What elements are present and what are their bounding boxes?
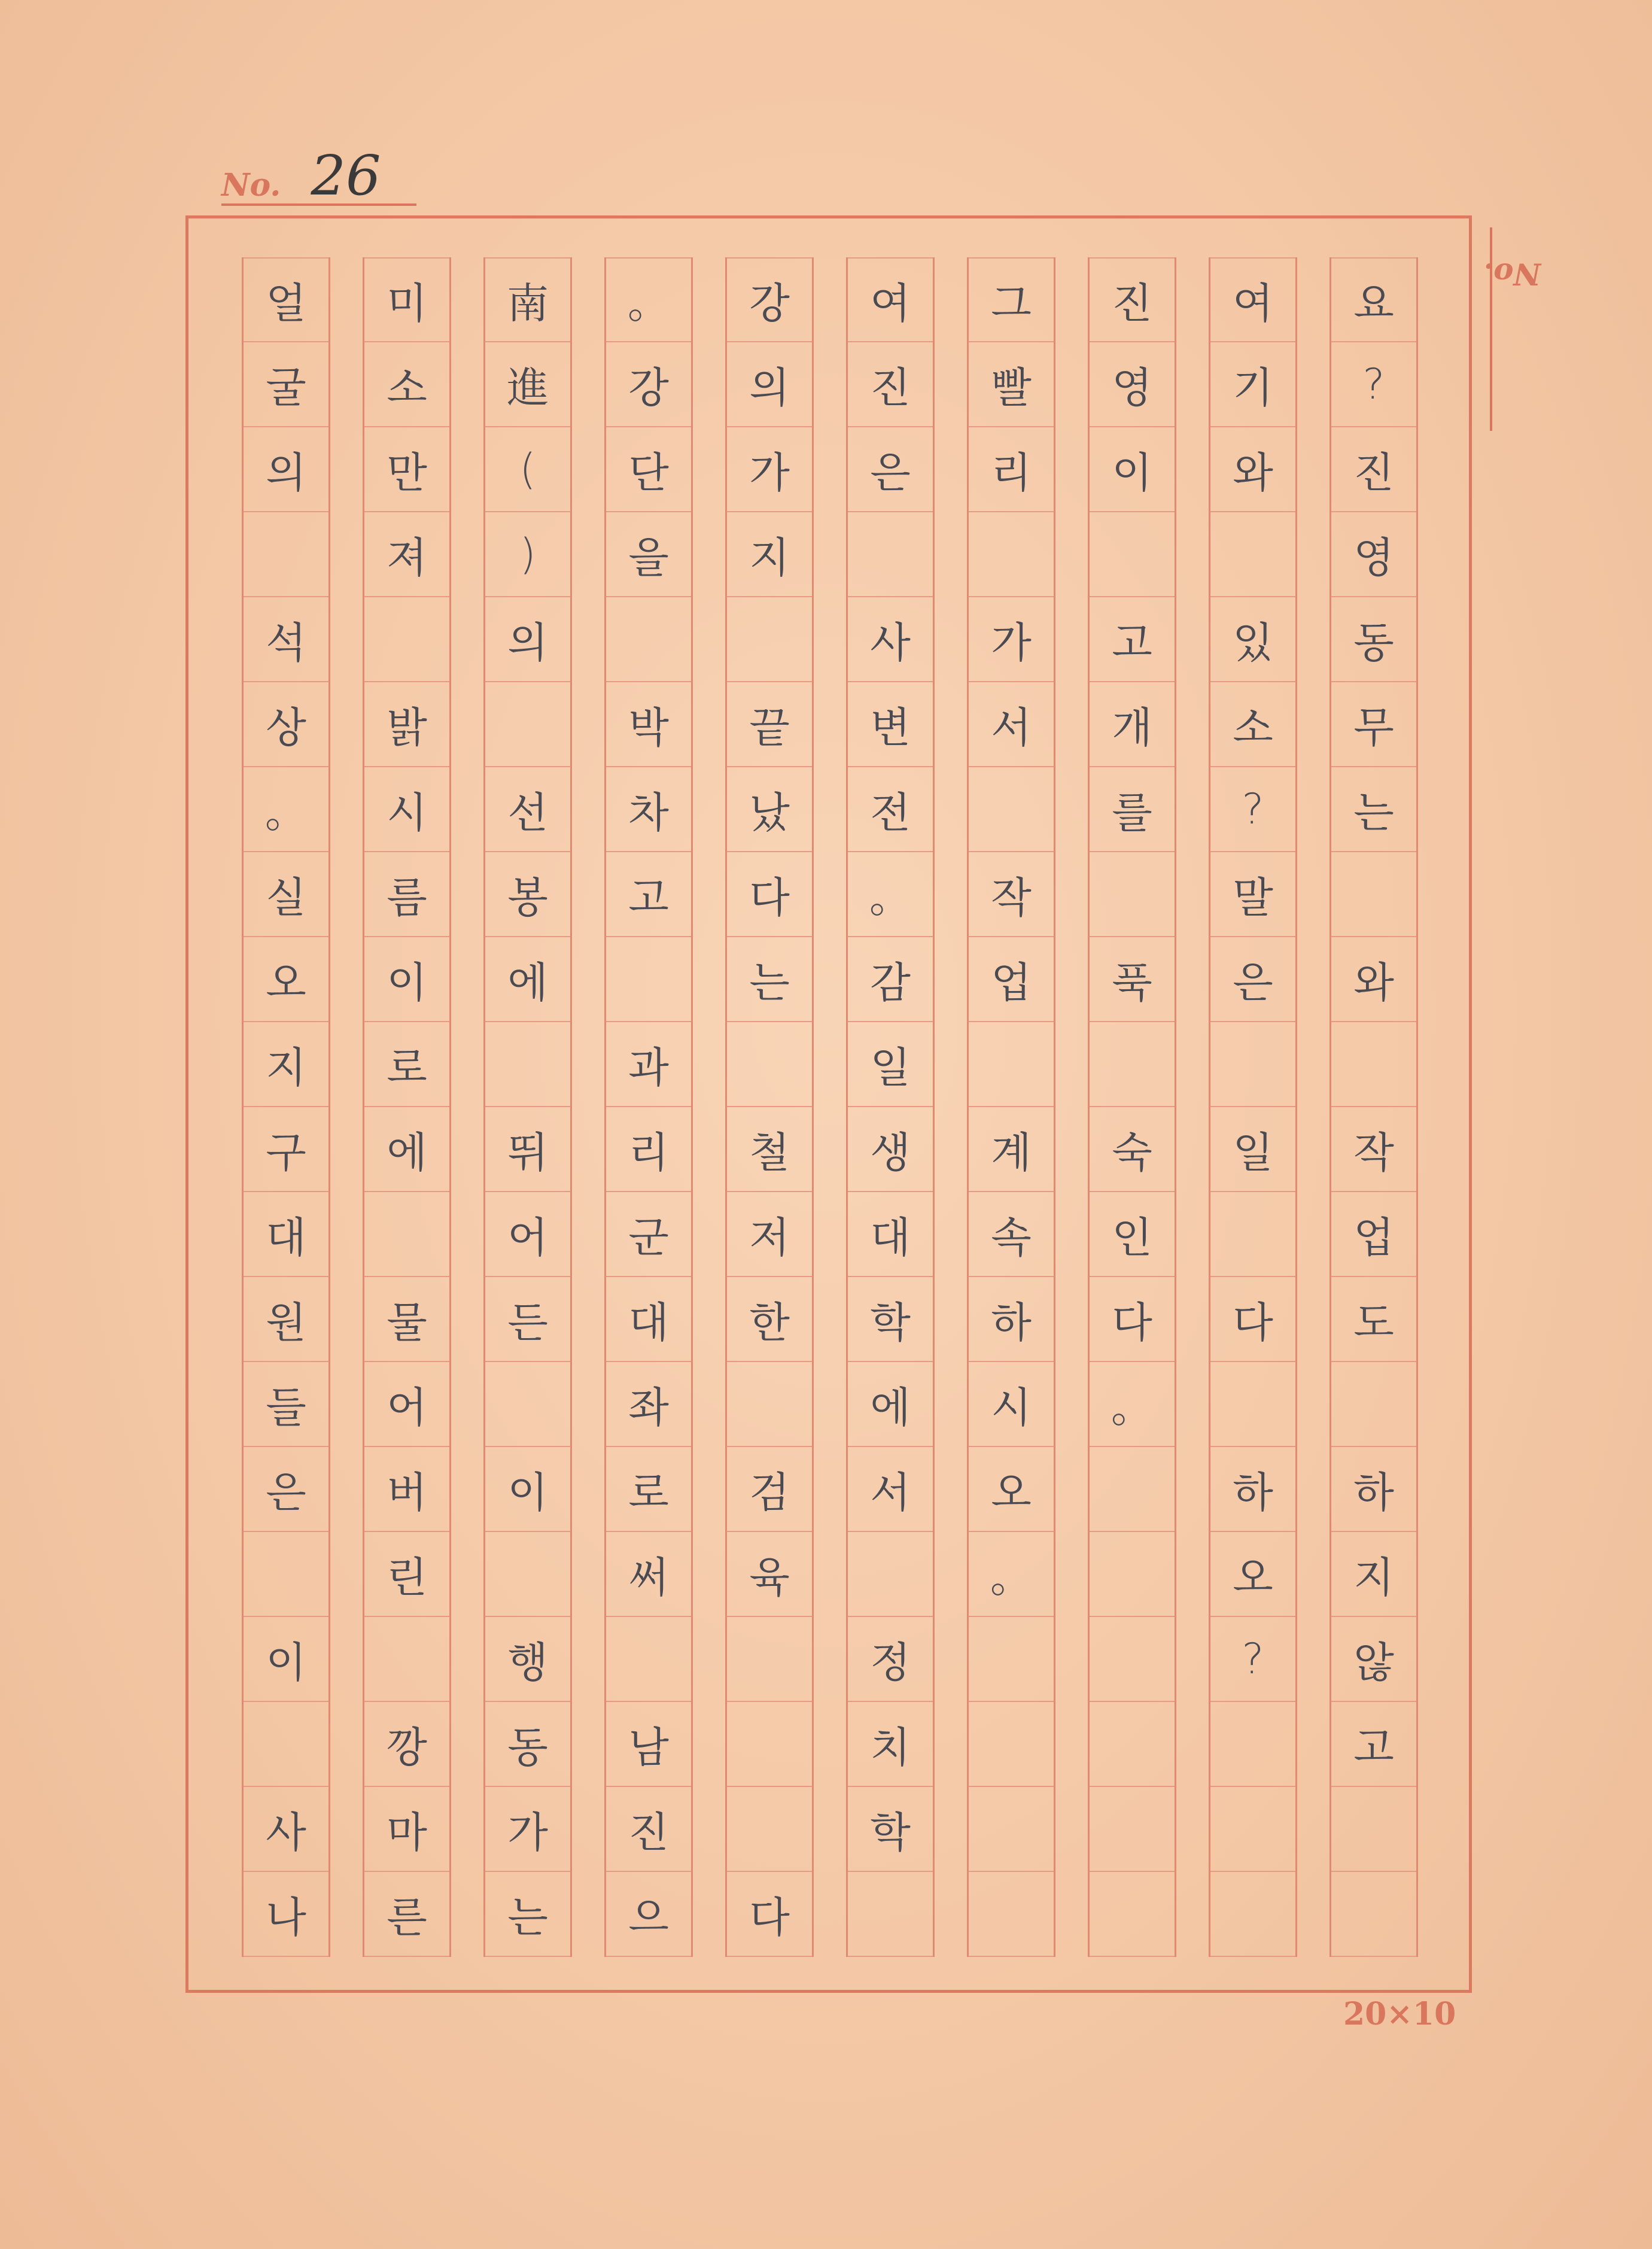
- grid-cell: 는: [485, 1872, 570, 1957]
- grid-cell: [364, 597, 449, 682]
- grid-cell: 영: [1090, 342, 1175, 427]
- grid-column: [1313, 257, 1434, 1957]
- grid-cell: 일: [848, 1022, 933, 1107]
- grid-cell: 로: [364, 1022, 449, 1107]
- grid-cell: 마: [364, 1787, 449, 1872]
- grid-cell: 도: [1331, 1277, 1416, 1362]
- grid-cell: 시: [364, 767, 449, 852]
- grid-cell: 좌: [606, 1362, 691, 1447]
- grid-cell: 어: [485, 1192, 570, 1277]
- grid-cell: 이: [1090, 427, 1175, 512]
- grid-column-lines: [1329, 257, 1418, 1957]
- grid-cell: [727, 597, 812, 682]
- grid-column-lines: [242, 257, 330, 1957]
- grid-cell: [244, 1532, 328, 1617]
- grid-cell: [969, 1022, 1054, 1107]
- grid-cell: 은: [1210, 937, 1295, 1022]
- grid-cell: [848, 512, 933, 597]
- grid-cell: 지: [244, 1022, 328, 1107]
- grid-cell: 들: [244, 1362, 328, 1447]
- grid-cell: 석: [244, 597, 328, 682]
- grid-cell: 든: [485, 1277, 570, 1362]
- grid-cell: 。: [244, 767, 328, 852]
- grid-cell: 요: [1331, 257, 1416, 342]
- grid-cell: 버: [364, 1447, 449, 1532]
- grid-cell: 와: [1210, 427, 1295, 512]
- grid-cell: 리: [606, 1107, 691, 1192]
- grid-cell: [1210, 1702, 1295, 1787]
- grid-cell: [848, 1532, 933, 1617]
- grid-cell: 서: [969, 682, 1054, 767]
- grid-cell: 굴: [244, 342, 328, 427]
- grid-cell: 져: [364, 512, 449, 597]
- grid-cell: 나: [244, 1872, 328, 1957]
- grid-cell: 다: [727, 852, 812, 937]
- grid-cell: [1331, 1787, 1416, 1872]
- grid-cell: 로: [606, 1447, 691, 1532]
- grid-cell: 進: [485, 342, 570, 427]
- grid-cell: 가: [727, 427, 812, 512]
- grid-cell: 끝: [727, 682, 812, 767]
- grid-cell: 과: [606, 1022, 691, 1107]
- grid-cell: [727, 1362, 812, 1447]
- grid-cell: 구: [244, 1107, 328, 1192]
- grid-cell: 사: [848, 597, 933, 682]
- grid-cell: 하: [1210, 1447, 1295, 1532]
- grid-cell: [969, 512, 1054, 597]
- grid-column: [1192, 257, 1313, 1957]
- grid-column: [226, 257, 346, 1957]
- grid-cell: 깡: [364, 1702, 449, 1787]
- grid-cell: 써: [606, 1532, 691, 1617]
- grid-cell: 에: [485, 937, 570, 1022]
- grid-column: [467, 257, 588, 1957]
- grid-column-lines: [1209, 257, 1297, 1957]
- side-number-field: [1483, 227, 1541, 431]
- grid-cell: [969, 1617, 1054, 1702]
- grid-cell: 리: [969, 427, 1054, 512]
- grid-cell: [727, 1617, 812, 1702]
- grid-column-lines: [363, 257, 451, 1957]
- grid-cell: 실: [244, 852, 328, 937]
- grid-column-lines: [604, 257, 693, 1957]
- grid-cell: 은: [244, 1447, 328, 1532]
- grid-cell: 얼: [244, 257, 328, 342]
- grid-cell: 고: [1331, 1702, 1416, 1787]
- grid-cell: 남: [606, 1702, 691, 1787]
- grid-cell: [606, 937, 691, 1022]
- grid-cell: 서: [848, 1447, 933, 1532]
- grid-cell: 와: [1331, 937, 1416, 1022]
- grid-cell: 치: [848, 1702, 933, 1787]
- grid-cell: [848, 1872, 933, 1957]
- grid-cell: [727, 1022, 812, 1107]
- grid-cell: 강: [727, 257, 812, 342]
- grid-cell: 푹: [1090, 937, 1175, 1022]
- grid-cell: [1210, 1192, 1295, 1277]
- grid-cell: 뛰: [485, 1107, 570, 1192]
- grid-cell: 원: [244, 1277, 328, 1362]
- grid-column: [1072, 257, 1192, 1957]
- grid-cell: 오: [1210, 1532, 1295, 1617]
- manuscript-grid: [226, 257, 1434, 1957]
- grid-cell: [485, 1532, 570, 1617]
- grid-cell: 의: [727, 342, 812, 427]
- grid-cell: 가: [485, 1787, 570, 1872]
- grid-cell: [1331, 852, 1416, 937]
- grid-cell: [1331, 1362, 1416, 1447]
- grid-cell: 학: [848, 1787, 933, 1872]
- grid-cell: 차: [606, 767, 691, 852]
- grid-cell: 름: [364, 852, 449, 937]
- grid-cell: 영: [1331, 512, 1416, 597]
- grid-column-lines: [1088, 257, 1176, 1957]
- grid-cell: [1090, 1617, 1175, 1702]
- grid-size-label: 20×10: [1343, 1996, 1456, 2032]
- grid-cell: 의: [485, 597, 570, 682]
- grid-cell: 지: [1331, 1532, 1416, 1617]
- grid-cell: [727, 1702, 812, 1787]
- grid-cell: [969, 1787, 1054, 1872]
- grid-column: [709, 257, 830, 1957]
- grid-cell: 기: [1210, 342, 1295, 427]
- grid-cell: [244, 1702, 328, 1787]
- grid-cell: [485, 1362, 570, 1447]
- grid-cell: 。: [848, 852, 933, 937]
- grid-cell: 。: [969, 1532, 1054, 1617]
- grid-column: [830, 257, 951, 1957]
- grid-cell: 린: [364, 1532, 449, 1617]
- grid-cell: 으: [606, 1872, 691, 1957]
- grid-column-lines: [483, 257, 572, 1957]
- grid-cell: ?: [1331, 342, 1416, 427]
- grid-cell: 밝: [364, 682, 449, 767]
- grid-cell: [969, 1702, 1054, 1787]
- grid-cell: [364, 1617, 449, 1702]
- grid-cell: [1210, 1022, 1295, 1107]
- grid-cell: 이: [485, 1447, 570, 1532]
- grid-cell: 여: [1210, 257, 1295, 342]
- grid-cell: 대: [606, 1277, 691, 1362]
- grid-column: [951, 257, 1072, 1957]
- grid-cell: 박: [606, 682, 691, 767]
- grid-cell: [1090, 1532, 1175, 1617]
- grid-cell: 。: [606, 257, 691, 342]
- grid-cell: 。: [1090, 1362, 1175, 1447]
- grid-cell: 다: [727, 1872, 812, 1957]
- grid-cell: 감: [848, 937, 933, 1022]
- grid-cell: ?: [1210, 1617, 1295, 1702]
- grid-cell: 다: [1090, 1277, 1175, 1362]
- grid-cell: 진: [606, 1787, 691, 1872]
- page-number-value: 26: [311, 144, 381, 208]
- grid-cell: 일: [1210, 1107, 1295, 1192]
- grid-cell: 은: [848, 427, 933, 512]
- grid-cell: 고: [606, 852, 691, 937]
- grid-cell: [606, 597, 691, 682]
- grid-cell: 인: [1090, 1192, 1175, 1277]
- grid-cell: [244, 512, 328, 597]
- grid-cell: [1090, 1022, 1175, 1107]
- grid-cell: 오: [969, 1447, 1054, 1532]
- grid-cell: 행: [485, 1617, 570, 1702]
- grid-cell: 그: [969, 257, 1054, 342]
- grid-cell: 南: [485, 257, 570, 342]
- grid-cell: 변: [848, 682, 933, 767]
- grid-cell: 무: [1331, 682, 1416, 767]
- grid-cell: [1210, 512, 1295, 597]
- grid-cell: 봉: [485, 852, 570, 937]
- grid-cell: 작: [969, 852, 1054, 937]
- grid-column-lines: [846, 257, 935, 1957]
- grid-cell: 생: [848, 1107, 933, 1192]
- grid-cell: [1090, 1787, 1175, 1872]
- grid-cell: [485, 1022, 570, 1107]
- grid-cell: 개: [1090, 682, 1175, 767]
- grid-cell: 진: [1090, 257, 1175, 342]
- grid-cell: 미: [364, 257, 449, 342]
- grid-cell: 여: [848, 257, 933, 342]
- grid-cell: 말: [1210, 852, 1295, 937]
- grid-cell: 저: [727, 1192, 812, 1277]
- grid-cell: 에: [848, 1362, 933, 1447]
- grid-cell: [969, 1872, 1054, 1957]
- grid-cell: 군: [606, 1192, 691, 1277]
- grid-cell: 지: [727, 512, 812, 597]
- grid-cell: 업: [1331, 1192, 1416, 1277]
- grid-cell: 오: [244, 937, 328, 1022]
- grid-cell: 않: [1331, 1617, 1416, 1702]
- grid-cell: [1090, 1447, 1175, 1532]
- grid-cell: ?: [1210, 767, 1295, 852]
- grid-cell: 육: [727, 1532, 812, 1617]
- grid-cell: 소: [364, 342, 449, 427]
- grid-cell: [1210, 1787, 1295, 1872]
- page-number-label: No.: [221, 167, 281, 203]
- grid-cell: 있: [1210, 597, 1295, 682]
- grid-cell: 계: [969, 1107, 1054, 1192]
- grid-cell: [1090, 1872, 1175, 1957]
- grid-cell: 만: [364, 427, 449, 512]
- grid-cell: 숙: [1090, 1107, 1175, 1192]
- grid-cell: [969, 767, 1054, 852]
- grid-column: [346, 257, 467, 1957]
- grid-cell: 하: [969, 1277, 1054, 1362]
- grid-cell: 을: [606, 512, 691, 597]
- grid-cell: 진: [848, 342, 933, 427]
- grid-cell: 어: [364, 1362, 449, 1447]
- grid-cell: 동: [485, 1702, 570, 1787]
- grid-cell: 는: [1331, 767, 1416, 852]
- grid-cell: 가: [969, 597, 1054, 682]
- grid-cell: 대: [244, 1192, 328, 1277]
- grid-cell: [1331, 1022, 1416, 1107]
- grid-cell: [1090, 852, 1175, 937]
- grid-column: [588, 257, 709, 1957]
- manuscript-frame: [185, 215, 1472, 1993]
- grid-cell: 속: [969, 1192, 1054, 1277]
- grid-cell: [1210, 1872, 1295, 1957]
- grid-cell: 전: [848, 767, 933, 852]
- grid-cell: 고: [1090, 597, 1175, 682]
- grid-cell: 는: [727, 937, 812, 1022]
- grid-cell: 상: [244, 682, 328, 767]
- grid-cell: 동: [1331, 597, 1416, 682]
- grid-cell: [485, 682, 570, 767]
- grid-cell: 철: [727, 1107, 812, 1192]
- grid-cell: 대: [848, 1192, 933, 1277]
- grid-cell: ): [485, 512, 570, 597]
- grid-cell: [727, 1787, 812, 1872]
- side-number-label: No.: [1483, 256, 1541, 292]
- grid-cell: 정: [848, 1617, 933, 1702]
- grid-cell: 소: [1210, 682, 1295, 767]
- grid-cell: [1090, 1702, 1175, 1787]
- grid-cell: 강: [606, 342, 691, 427]
- grid-cell: (: [485, 427, 570, 512]
- grid-cell: [1331, 1872, 1416, 1957]
- grid-cell: 단: [606, 427, 691, 512]
- grid-cell: 에: [364, 1107, 449, 1192]
- grid-cell: 물: [364, 1277, 449, 1362]
- grid-cell: 빨: [969, 342, 1054, 427]
- grid-cell: 진: [1331, 427, 1416, 512]
- grid-cell: 이: [364, 937, 449, 1022]
- grid-cell: 났: [727, 767, 812, 852]
- grid-cell: 한: [727, 1277, 812, 1362]
- grid-cell: 하: [1331, 1447, 1416, 1532]
- page-number: [221, 144, 416, 208]
- grid-cell: 학: [848, 1277, 933, 1362]
- grid-cell: 의: [244, 427, 328, 512]
- grid-cell: 시: [969, 1362, 1054, 1447]
- grid-cell: 업: [969, 937, 1054, 1022]
- grid-cell: [1210, 1362, 1295, 1447]
- grid-cell: [606, 1617, 691, 1702]
- grid-column-lines: [967, 257, 1055, 1957]
- grid-cell: 사: [244, 1787, 328, 1872]
- grid-cell: 이: [244, 1617, 328, 1702]
- grid-cell: 다: [1210, 1277, 1295, 1362]
- grid-cell: 른: [364, 1872, 449, 1957]
- grid-cell: [364, 1192, 449, 1277]
- grid-cell: 검: [727, 1447, 812, 1532]
- grid-cell: [1090, 512, 1175, 597]
- grid-column-lines: [725, 257, 814, 1957]
- grid-cell: 를: [1090, 767, 1175, 852]
- grid-cell: 선: [485, 767, 570, 852]
- grid-cell: 작: [1331, 1107, 1416, 1192]
